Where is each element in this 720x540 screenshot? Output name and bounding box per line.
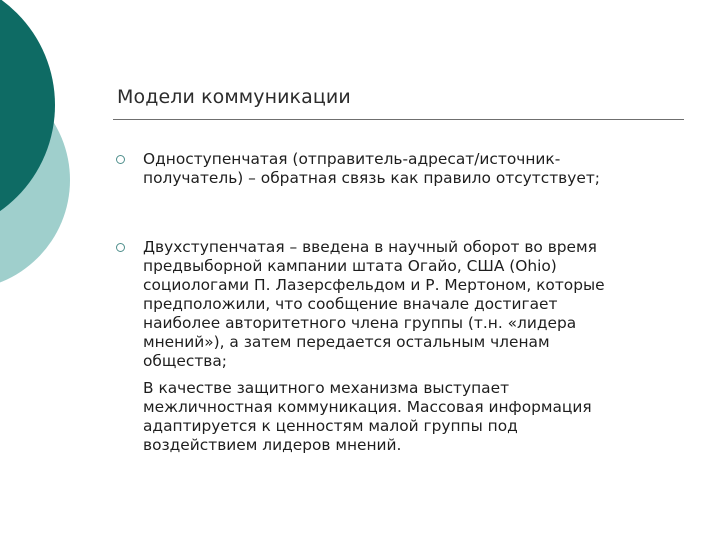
slide-title: Модели коммуникации: [117, 86, 351, 108]
bullet-text-line: предвыборной кампании штата Огайо, США (Ohio): [143, 257, 557, 275]
bullet-text-line: получатель) – обратная связь как правило отсутствует;: [143, 169, 600, 187]
bullet-text-line: предположили, что сообщение вначале достигает: [143, 295, 558, 313]
sub-paragraph-line: адаптируется к ценностям малой группы под: [143, 417, 518, 435]
sub-paragraph-line: межличностная коммуникация. Массовая информация: [143, 398, 592, 416]
hollow-circle-bullet-icon: [116, 155, 125, 164]
title-divider: [113, 119, 684, 120]
bullet-text-line: общества;: [143, 352, 227, 370]
bullet-text-line: Одноступенчатая (отправитель-адресат/источник-: [143, 150, 561, 168]
bullet-text: [143, 150, 678, 188]
sub-paragraph-line: В качестве защитного механизма выступает: [143, 379, 510, 397]
sub-paragraph-line: воздействием лидеров мнений.: [143, 436, 402, 454]
bullet-text-line: мнений»), а затем передается остальным членам: [143, 333, 550, 351]
bullet-text: [143, 238, 678, 371]
bullet-text-line: наиболее авторитетного члена группы (т.н. «лидера: [143, 314, 577, 332]
sub-paragraph: [143, 379, 678, 455]
decorative-circles: [0, 0, 120, 300]
bullet-text-line: Двухступенчатая – введена в научный оборот во время: [143, 238, 597, 256]
bullet-item-one-step: [113, 150, 683, 188]
bullet-text-line: социологами П. Лазерсфельдом и Р. Мертоном, которые: [143, 276, 605, 294]
bullet-item-two-step: [113, 238, 683, 371]
hollow-circle-bullet-icon: [116, 243, 125, 252]
